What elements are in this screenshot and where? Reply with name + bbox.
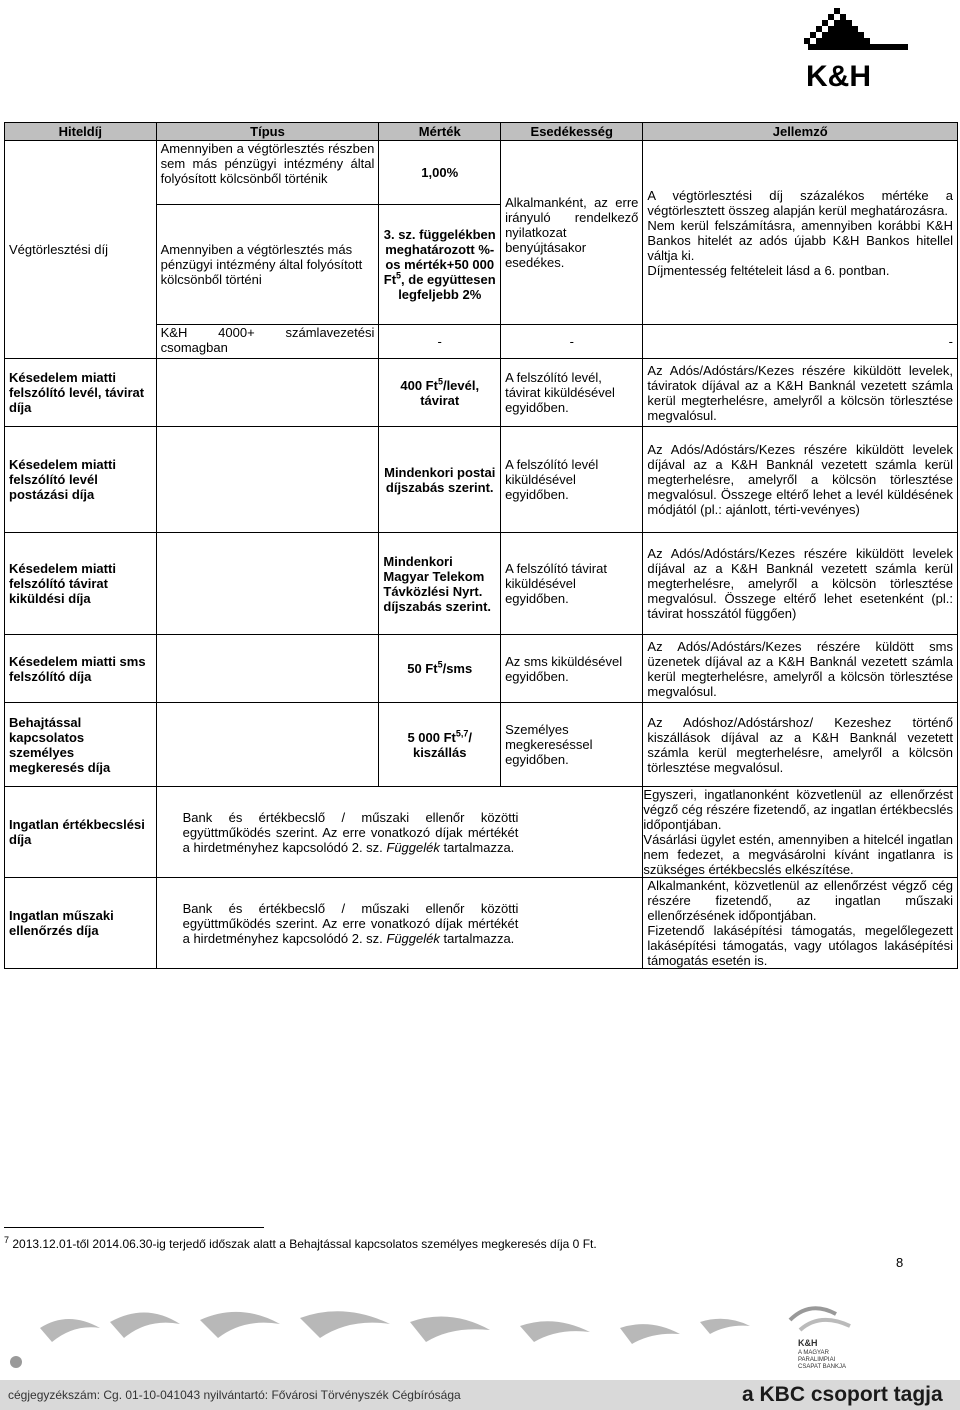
feature-cell: Az Adós/Adóstárs/Kezes részére küldött sms üzenetek díjával az a K&H Banknál vezetett számla kerül megterhelésre, amelyről a kölcsön törlesztése megvalósul. [643, 635, 958, 703]
feature-cell [643, 787, 958, 878]
fee-name: Behajtással kapcsolatos személyes megkeresés díja [5, 703, 157, 787]
rate-text: /sms [442, 661, 473, 676]
footnote [4, 1237, 597, 1251]
footnote-ref: 5 [437, 659, 443, 670]
description-text: tartalmazza. [439, 930, 515, 946]
rate-text: / kiszállás [412, 729, 472, 760]
rate-text: 5 000 Ft [407, 729, 456, 745]
footnote-text: 2013.12.01-től 2014.06.30-ig terjedő időszak alatt a Behajtással kapcsolatos személyes megkeresés díja 0 Ft. [9, 1237, 597, 1251]
rate-cell [379, 359, 501, 427]
type-cell: Amennyiben a végtörlesztés más pénzügyi intézmény által folyósított kölcsönből történi [156, 205, 379, 325]
rate-text: /levél, távirat [420, 377, 480, 408]
table-row [5, 141, 958, 205]
registration-text: cégjegyzékszám: Cg. 01-10-041043 nyilvántartó: Fővárosi Törvényszék Cégbírósága [8, 1388, 461, 1402]
feature-cell: Az Adós/Adóstárs/Kezes részére kiküldött levelek, táviratok díjával az a K&H Banknál vezetett számla kerül megterhelésre, amelyről a kölcsön törlesztése megvalósul. [643, 359, 958, 427]
type-cell [156, 533, 379, 635]
fee-name: Késedelem miatti sms felszólító díja [5, 635, 157, 703]
feature-cell [643, 878, 958, 969]
due-cell: Alkalmanként, az erre irányuló rendelkező nyilatkozat benyújtásakor esedékes. [501, 141, 643, 325]
fee-name: Ingatlan értékbecslési díja [5, 787, 157, 878]
table-row [5, 878, 958, 969]
due-cell: A felszólító távirat kiküldésével egyidőben. [501, 533, 643, 635]
fee-name: Késedelem miatti felszólító levél, távirat díja [5, 359, 157, 427]
due-cell: Az sms kiküldésével egyidőben. [501, 635, 643, 703]
fee-name: Késedelem miatti felszólító levél postázási díja [5, 427, 157, 533]
kbc-tagline: a KBC csoport tagja [742, 1383, 943, 1406]
fee-name: Késedelem miatti felszólító távirat kiküldési díja [5, 533, 157, 635]
rate-text: 3. sz. függelékben meghatározott %-os mérték+50 000 Ft [383, 227, 496, 287]
rate-text: 50 Ft [407, 661, 438, 676]
description-cell [156, 787, 643, 878]
type-cell [156, 359, 379, 427]
rate-text: 400 Ft [400, 377, 438, 393]
table-row [5, 533, 958, 635]
description-cell [156, 878, 643, 969]
badge-line: K&H [798, 1338, 818, 1348]
rate-cell [379, 205, 501, 325]
col-header-jellemzo: Jellemző [643, 123, 958, 141]
rate-cell: Mindenkori postai díjszabás szerint. [379, 427, 501, 533]
col-header-tipus: Típus [156, 123, 379, 141]
feature-cell: Az Adóshoz/Adóstárshoz/ Kezeshez történő kiszállások díjával az a K&H Banknál vezetett számla kerül megterhelésre, amelyről a kölcsön törlesztése megvalósul. [643, 703, 958, 787]
dash-cell: - [501, 325, 643, 359]
feature-text: Egyszeri, ingatlanonként közvetlenül az ellenőrzést végző cég részére fizetendő, az ingatlan értékbecslés időpontjában. [643, 787, 953, 832]
description-text: Bank és értékbecslő / műszaki ellenőr közötti együttműködés szerint. Az erre vonatkozó díjak mértékét a hirdetményhez kapcsolódó 2. sz. [182, 900, 519, 946]
type-cell [156, 635, 379, 703]
fee-name-vegtorlesztes: Végtörlesztési díj [5, 141, 157, 359]
badge-line: A MAGYAR [798, 1350, 829, 1356]
dash-cell: - [643, 325, 958, 359]
badge-line: CSAPAT BANKJA [798, 1364, 847, 1370]
table-header-row [5, 123, 958, 141]
feature-cell [643, 141, 958, 325]
col-header-hiteldij: Hiteldíj [5, 123, 157, 141]
description-italic: Függelék [386, 930, 440, 946]
table-row [5, 703, 958, 787]
footnote-ref: 5 [396, 270, 402, 281]
type-cell [156, 703, 379, 787]
kh-logo [800, 6, 910, 90]
feature-text: Vásárlási ügylet estén, amennyiben a hitelcél ingatlan nem fedezet, a megvásárolni kívánt ingatlanra is szükséges értékbecslés elkészítése. [643, 832, 953, 877]
feature-cell: Az Adós/Adóstárs/Kezes részére kiküldött levelek díjával az a K&H Banknál vezetett számla kerül megterhelésre, amelyről a kölcsön törlesztése megvalósul. Összege eltérő lehet a levél küldésének módjától (pl.: ajánlott, térti-vevényes) [643, 427, 958, 533]
col-header-mertek: Mérték [379, 123, 501, 141]
type-cell: Amennyiben a végtörlesztés részben sem más pénzügyi intézmény által folyósított kölcsönből történik [156, 141, 379, 205]
table-row [5, 427, 958, 533]
dash-cell: - [379, 325, 501, 359]
feature-text: Alkalmanként, közvetlenül az ellenőrzést végző cég részére fizetendő, az ingatlan műszaki ellenőrzésének időpontjában. [647, 878, 953, 923]
description-italic: Függelék [386, 839, 440, 855]
rate-cell [379, 703, 501, 787]
footnote-number: 7 [4, 1235, 10, 1245]
table-row [5, 635, 958, 703]
footnote-rule [4, 1227, 264, 1228]
rate-cell [379, 635, 501, 703]
feature-cell: Az Adós/Adóstárs/Kezes részére kiküldött levelek díjával az a K&H Banknál vezetett számla kerül megterhelésre, amelyről a kölcsön törlesztése megvalósul. Összege eltérő lehet esetenként (pl.: távirat hosszától függően) [643, 533, 958, 635]
logo-text: K&H [806, 60, 871, 90]
badge-line: PARALIMPIAI [798, 1357, 836, 1363]
description-text: tartalmazza. [439, 839, 515, 855]
due-cell: Személyes megkereséssel egyidőben. [501, 703, 643, 787]
description-text: Bank és értékbecslő / műszaki ellenőr közötti együttműködés szerint. Az erre vonatkozó díjak mértékét a hirdetményhez kapcsolódó 2. sz. [182, 809, 519, 855]
footnote-ref: 5 [437, 376, 443, 387]
arrow-icon [10, 1356, 22, 1368]
table-row [5, 359, 958, 427]
feature-text: Fizetendő lakásépítési támogatás, megelőlegezett lakásépítési támogatás, vagy utólagos lakásépítési támogatás esetén is. [647, 923, 953, 968]
feature-text: Nem kerül felszámításra, amennyiben korábbi K&H Bankos hitelét az adós újabb K&H Bankos hitellel váltja ki. [647, 217, 953, 263]
footnote-ref: 5,7 [455, 728, 469, 739]
rate-cell: Mindenkori Magyar Telekom Távközlési Nyrt. díjszabás szerint. [379, 533, 501, 635]
type-cell: K&H 4000+ számlavezetési csomagban [156, 325, 379, 359]
paralympic-badge [780, 1300, 876, 1370]
page-number: 8 [896, 1255, 904, 1270]
col-header-esedekesseg: Esedékesség [501, 123, 643, 141]
rate-text: , de együttesen legfeljebb 2% [398, 272, 496, 302]
type-cell [156, 427, 379, 533]
fee-table [4, 122, 958, 969]
rate-cell: 1,00% [379, 141, 501, 205]
due-cell: A felszólító levél, távirat kiküldésével egyidőben. [501, 359, 643, 427]
table-row [5, 787, 958, 878]
feature-text: Díjmentesség feltételeit lásd a 6. pontban. [647, 262, 890, 278]
fee-name: Ingatlan műszaki ellenőrzés díja [5, 878, 157, 969]
due-cell: A felszólító levél kiküldésével egyidőben. [501, 427, 643, 533]
feature-text: A végtörlesztési díj százalékos mértéke a végtörlesztett összeg alapján kerül meghatározásra. [647, 187, 953, 218]
